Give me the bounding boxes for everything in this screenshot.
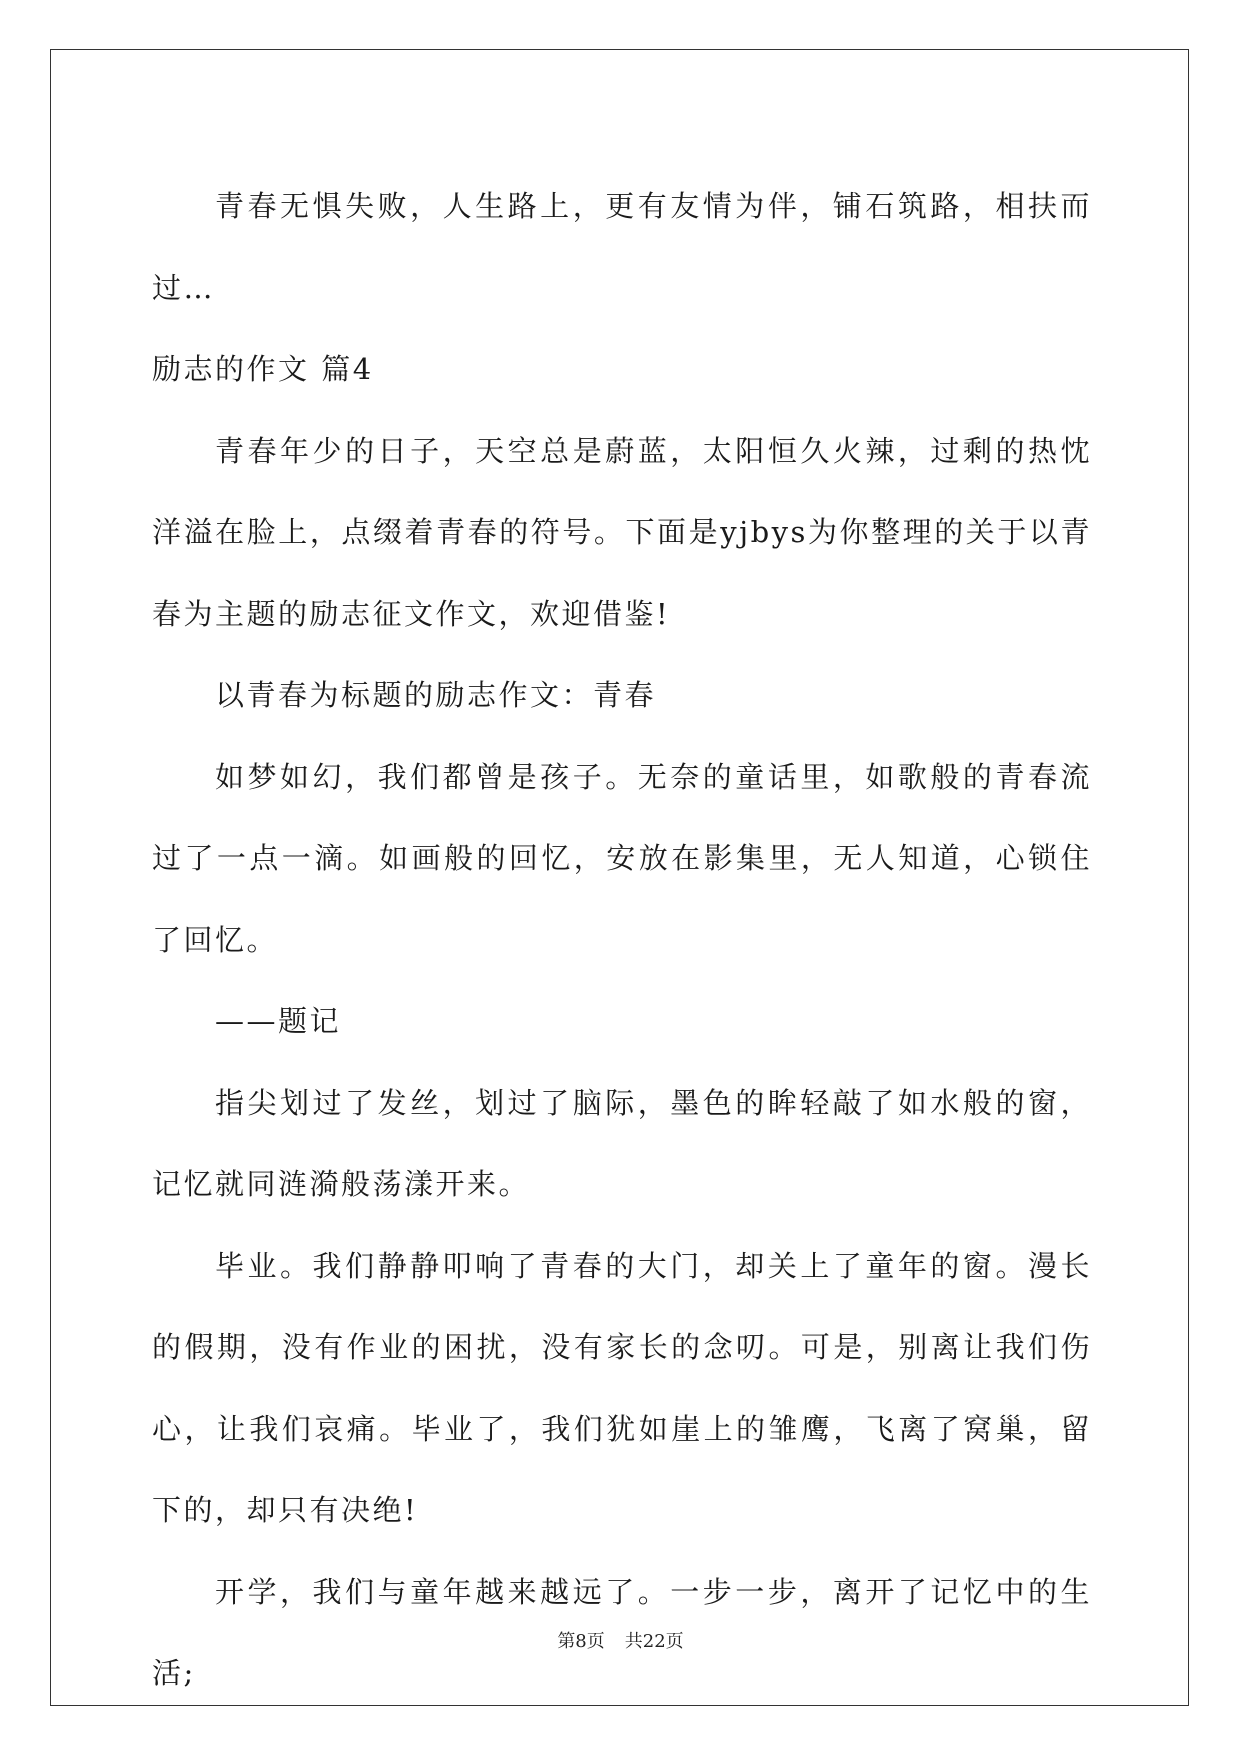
paragraph: 青春年少的日子，天空总是蔚蓝，太阳恒久火辣，过剩的热忱洋溢在脸上，点缀着青春的符号。下面是yjbys为你整理的关于以青春为主题的励志征文作文，欢迎借鉴! <box>152 433 1092 631</box>
article-title: 以青春为标题的励志作文：青春 <box>215 678 657 712</box>
section-heading: 励志的作文 篇4 <box>152 352 374 386</box>
page-total: 共22页 <box>624 1631 684 1652</box>
paragraph: 毕业。我们静静叩响了青春的大门，却关上了童年的窗。漫长的假期，没有作业的困扰，没有家长的念叨。可是，别离让我们伤心，让我们哀痛。毕业了，我们犹如崖上的雏鹰，飞离了窝巢，留下的，却只有决绝! <box>152 1248 1092 1527</box>
paragraph: 如梦如幻，我们都曾是孩子。无奈的童话里，如歌般的青春流过了一点一滴。如画般的回忆，安放在影集里，无人知道，心锁住了回忆。 <box>152 759 1092 957</box>
paragraph: 开学，我们与童年越来越远了。一步一步，离开了记忆中的生活; <box>152 1574 1092 1690</box>
paragraph: 指尖划过了发丝，划过了脑际，墨色的眸轻敲了如水般的窗，记忆就同涟漪般荡漾开来。 <box>152 1085 1092 1201</box>
epigraph-attribution: ——题记 <box>215 1004 342 1038</box>
document-body <box>152 166 1092 1715</box>
page-number: 第8页 <box>557 1631 605 1652</box>
page-footer <box>0 1632 1241 1652</box>
paragraph: 青春无惧失败，人生路上，更有友情为伴，铺石筑路，相扶而过… <box>152 189 1092 305</box>
